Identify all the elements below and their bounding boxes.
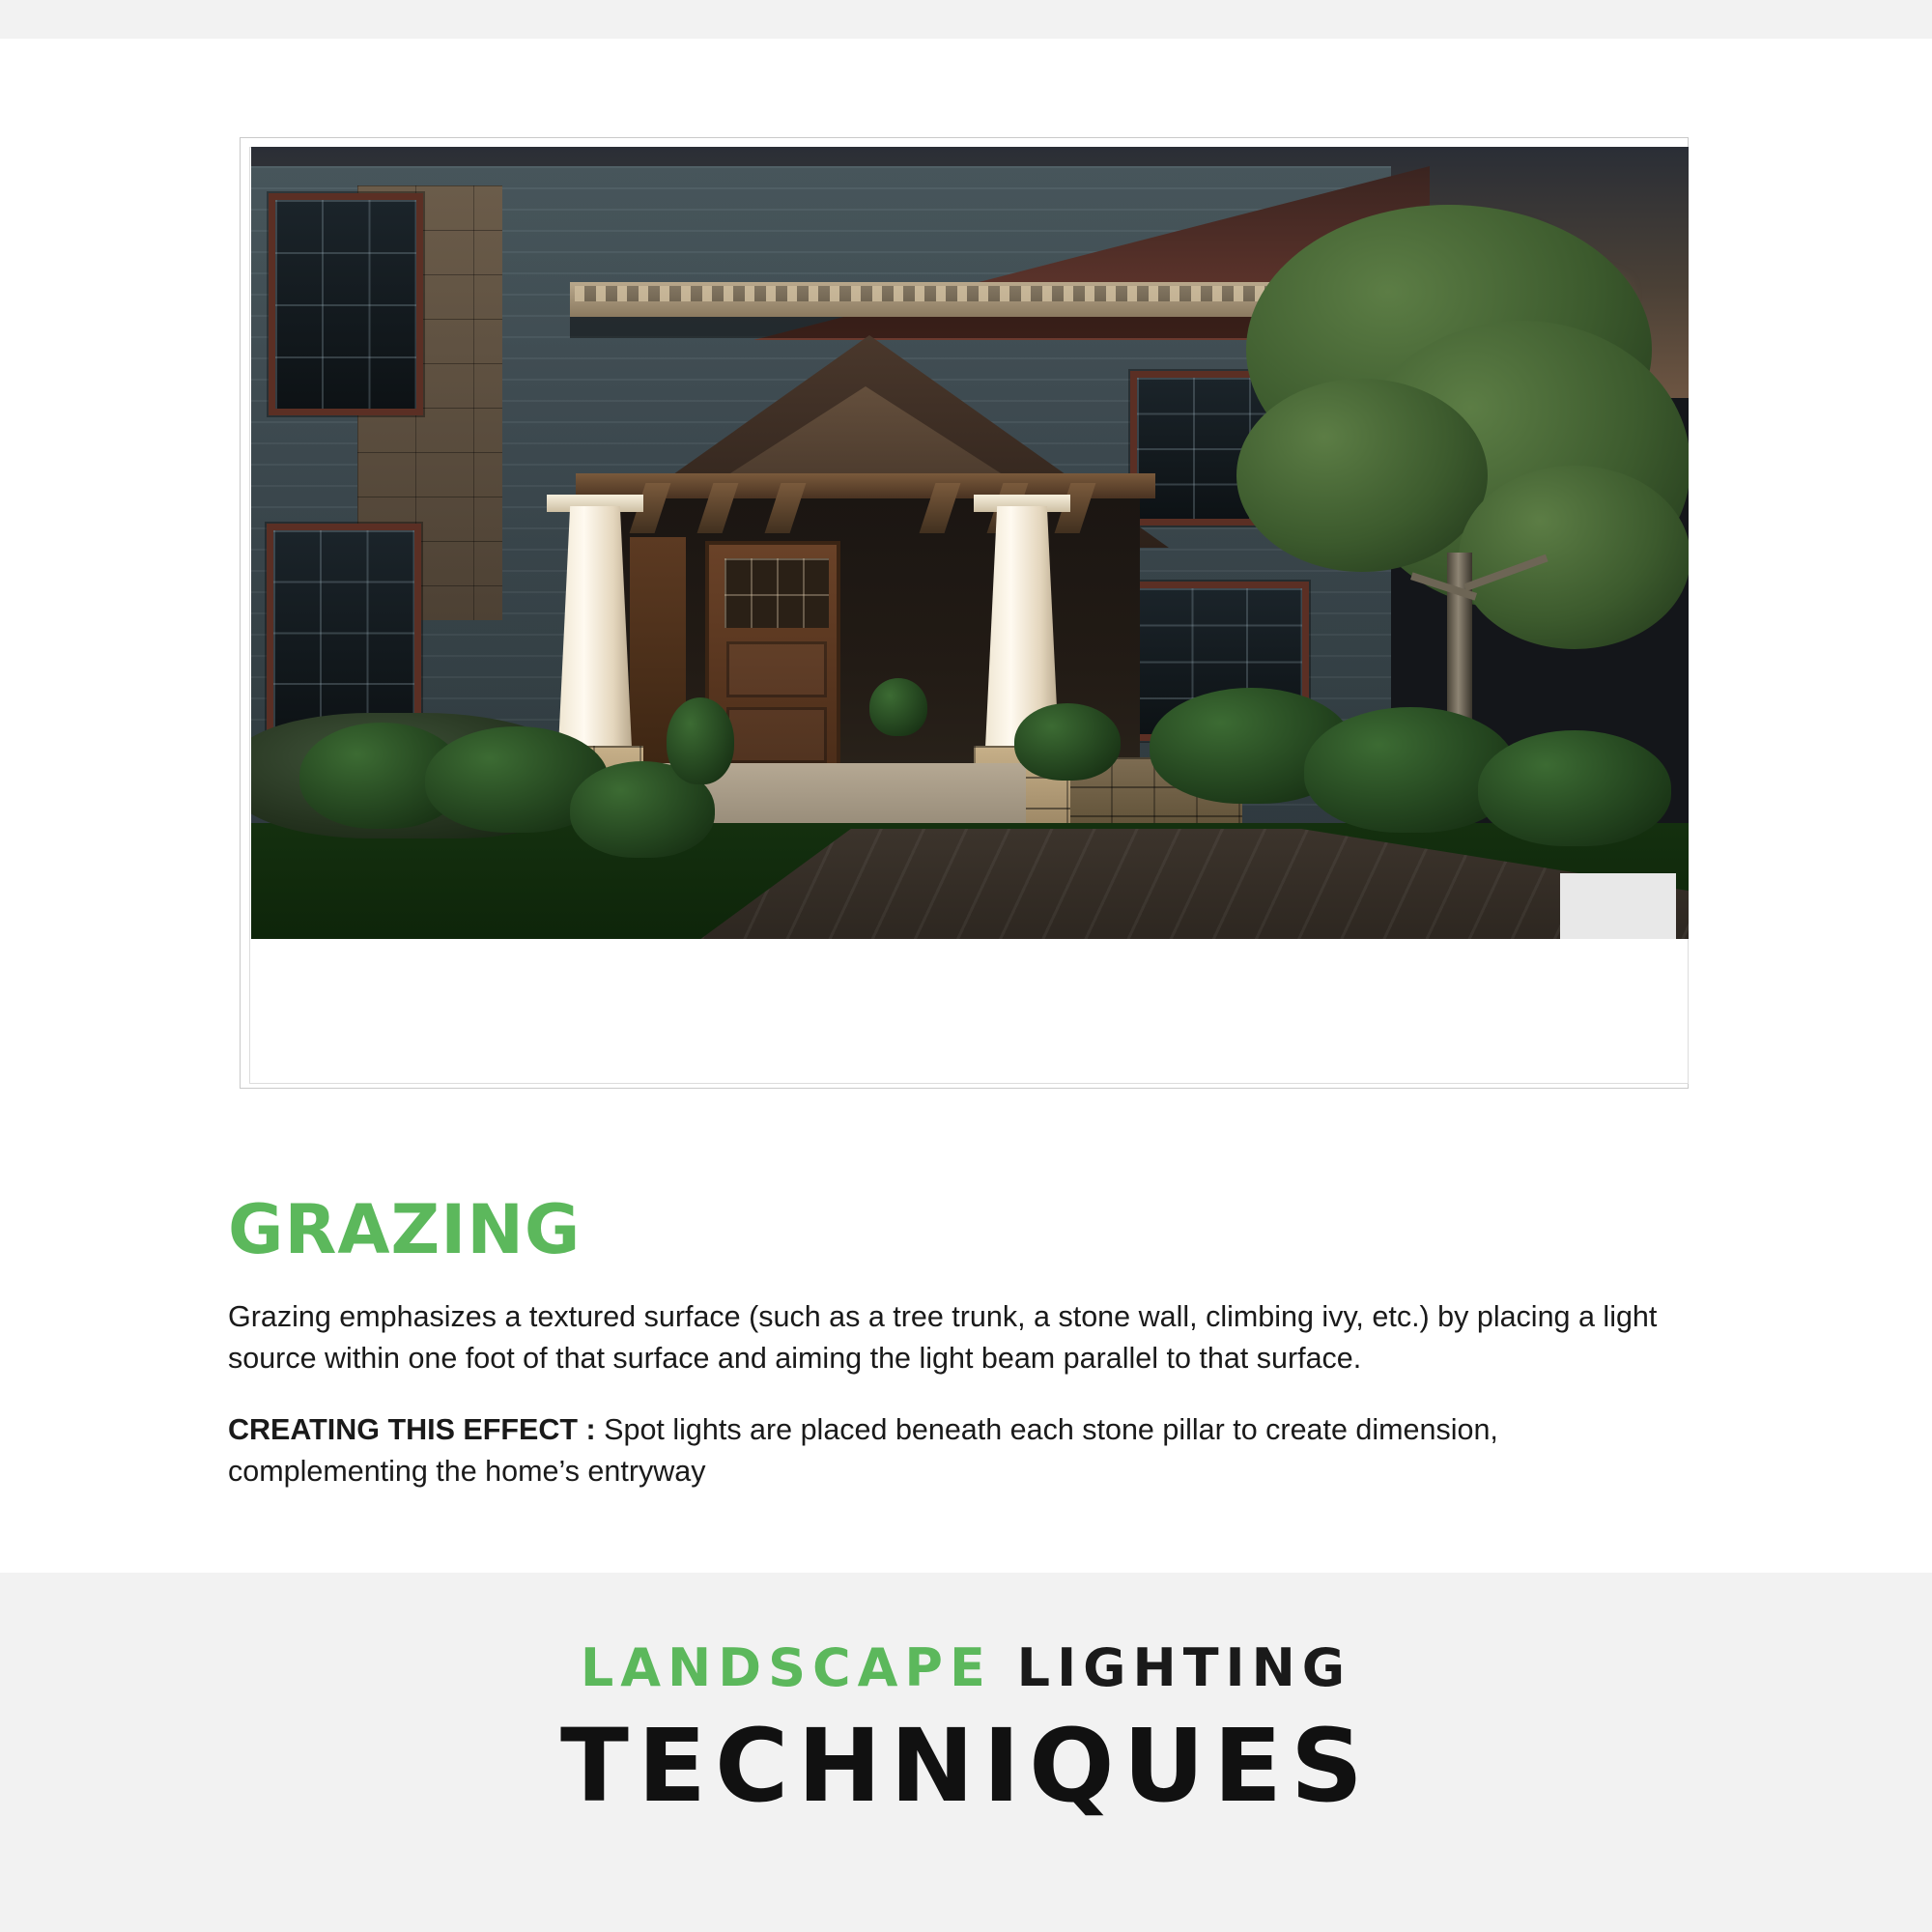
footer-title-line-1	[0, 1637, 1932, 1698]
creating-this-effect-text: Spot lights are placed beneath each stone pillar to create dimension, complementing the home’s entryway	[228, 1412, 1498, 1488]
shrub	[667, 697, 734, 784]
creating-this-effect-paragraph	[228, 1409, 1600, 1493]
page-title: GRAZING	[228, 1190, 582, 1269]
footer-word-techniques: TECHNIQUES	[560, 1707, 1372, 1825]
window-panes	[275, 200, 416, 409]
hero-image	[133, 126, 1737, 1111]
page-peel-block	[1560, 873, 1676, 939]
window	[267, 524, 421, 741]
text-content	[228, 1190, 1706, 1492]
tree-canopy	[1459, 466, 1689, 649]
footer-word-lighting: LIGHTING	[1016, 1637, 1352, 1698]
top-band	[0, 0, 1932, 39]
shrub	[1478, 730, 1671, 846]
footer-space	[992, 1637, 1017, 1698]
door-window	[724, 558, 829, 628]
footer-word-landscape: LANDSCAPE	[580, 1637, 992, 1698]
dentil-trim	[575, 286, 1328, 301]
lit-pillar-left	[558, 506, 632, 748]
creating-this-effect-label: CREATING THIS EFFECT :	[228, 1412, 596, 1446]
footer-lockup	[0, 1637, 1932, 1825]
eave-shadow	[570, 317, 1333, 338]
shrub	[1014, 703, 1121, 781]
window-panes	[273, 530, 414, 734]
tree-canopy	[1236, 379, 1488, 572]
door-panel	[726, 707, 827, 763]
planter-shrub	[869, 678, 927, 736]
night-render	[251, 147, 1689, 939]
door-panel	[726, 641, 827, 697]
description-paragraph: Grazing emphasizes a textured surface (such as a tree trunk, a stone wall, climbing ivy, etc.) by placing a light source within one foot of that surface and aiming the light beam parallel to that surface.	[228, 1300, 1658, 1376]
window	[269, 193, 423, 415]
